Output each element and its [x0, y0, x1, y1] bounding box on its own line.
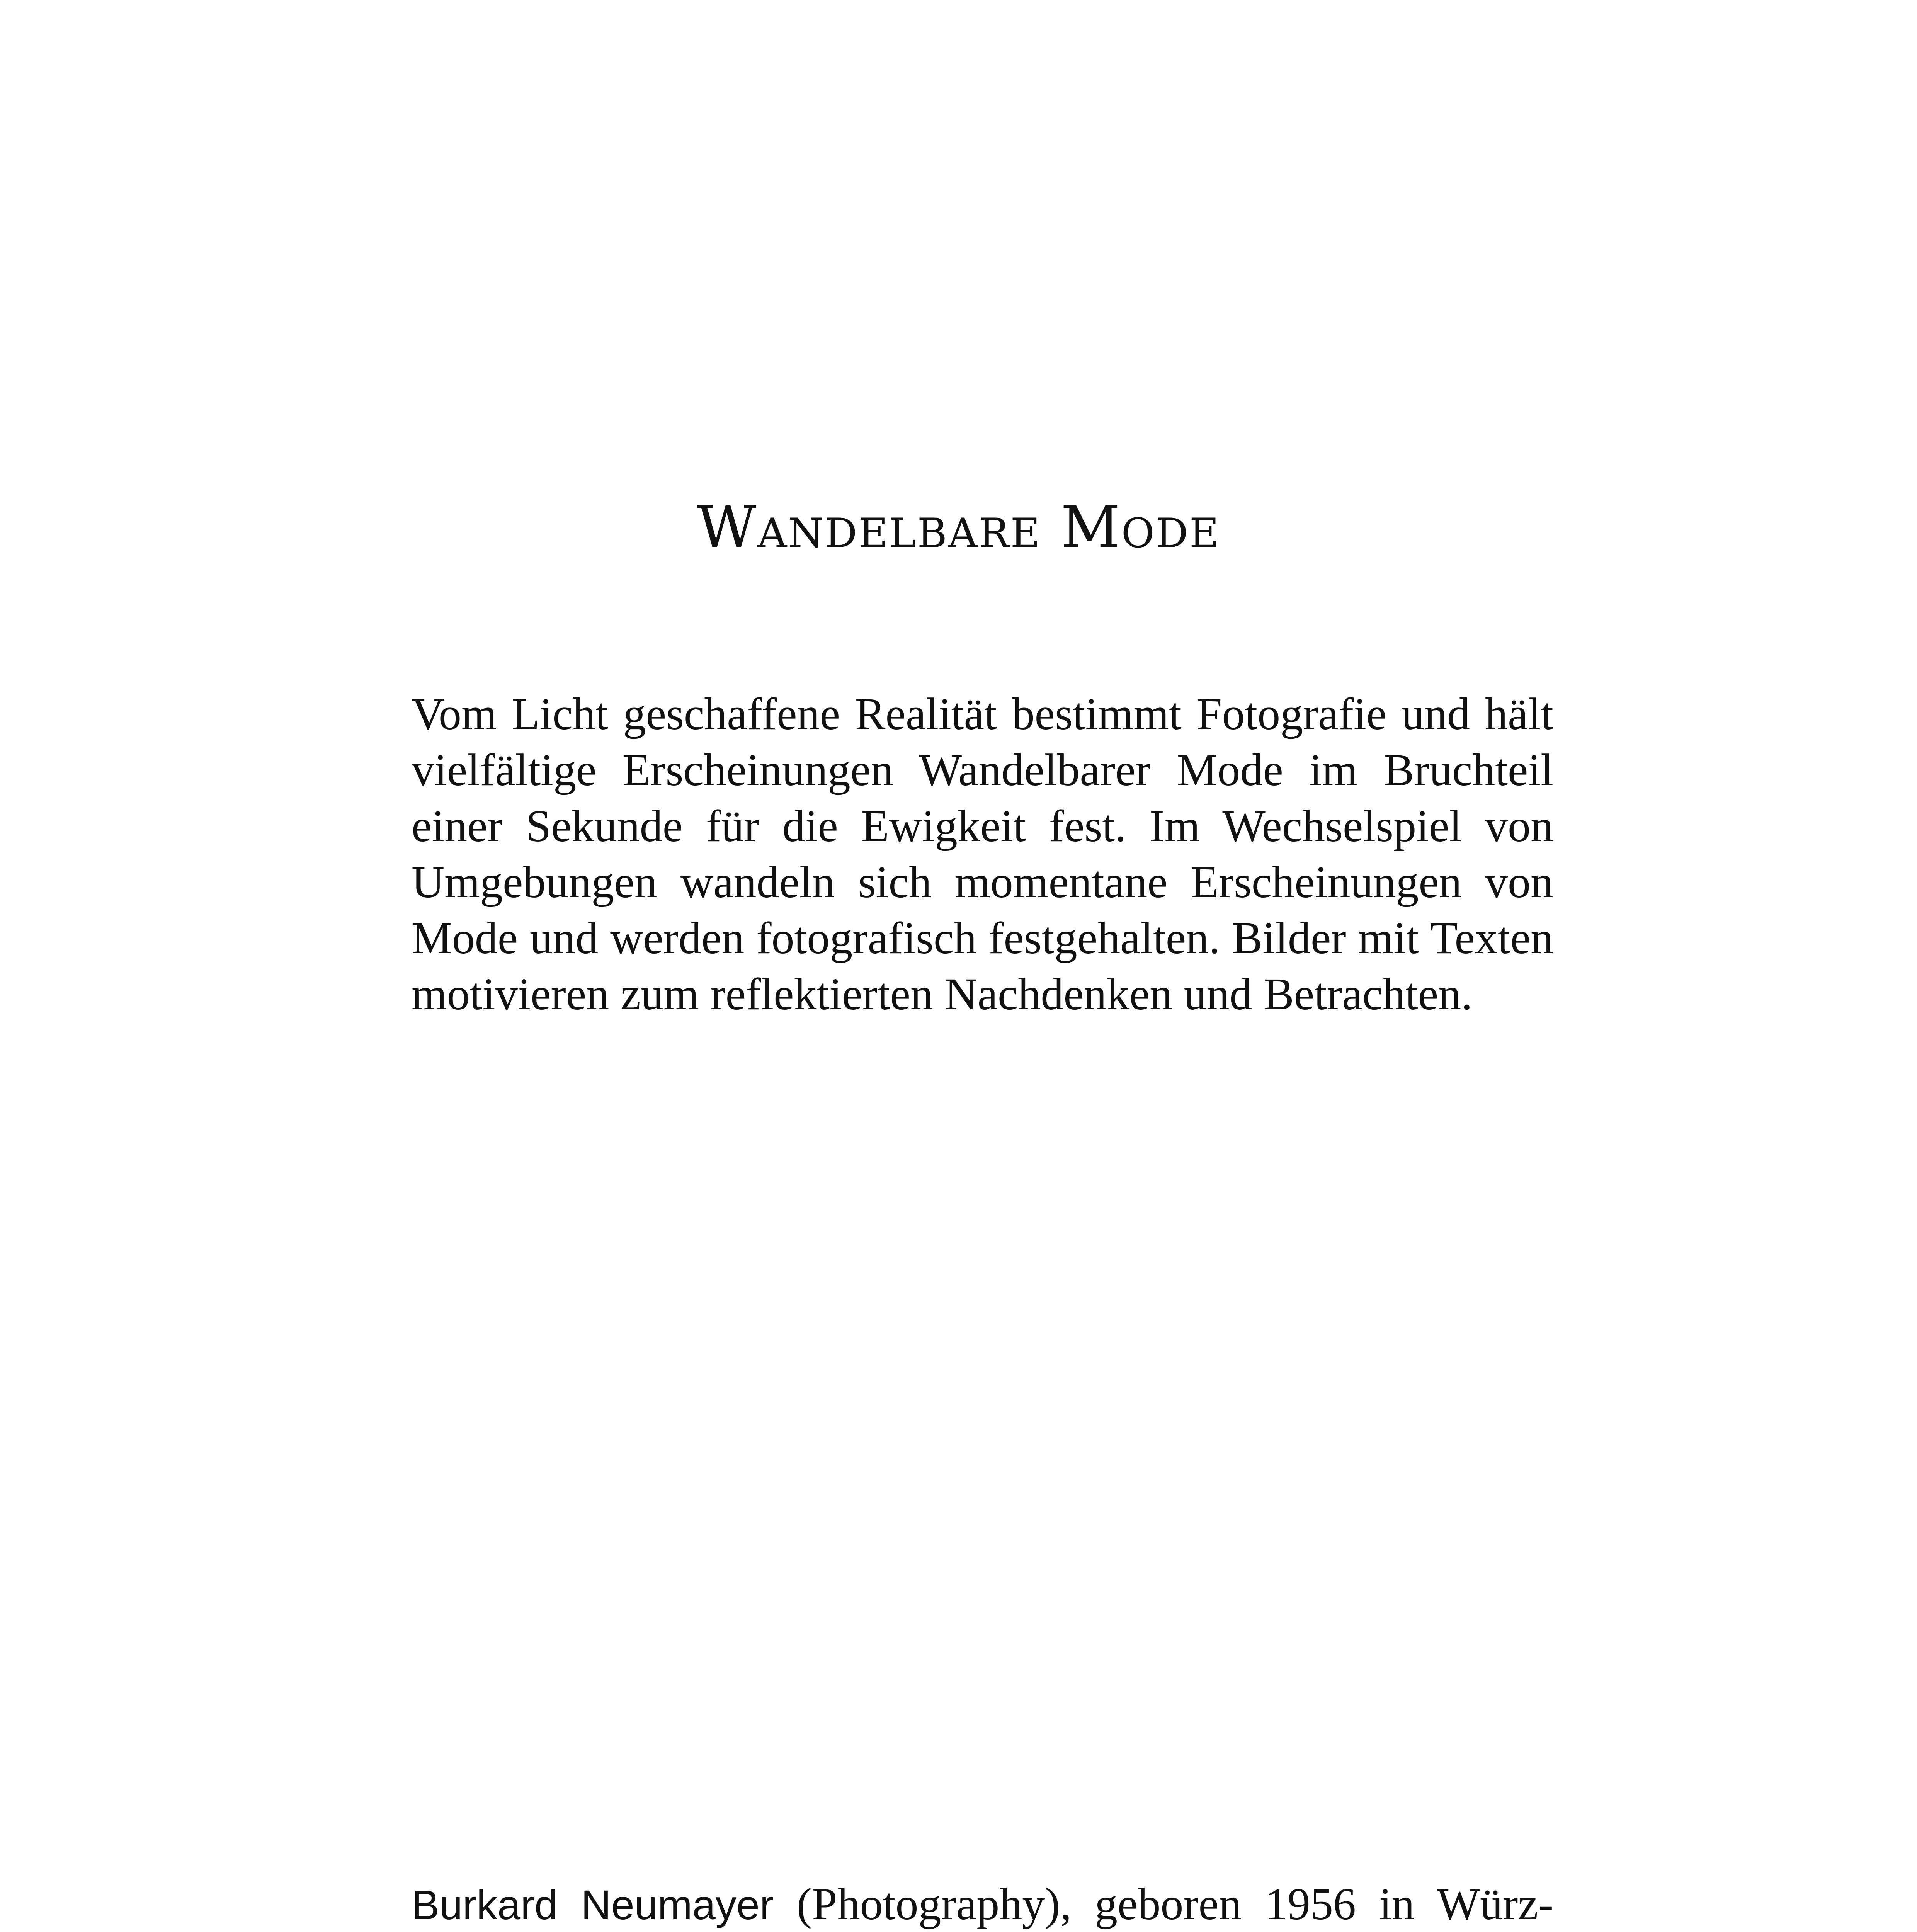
page-title: Wandelbare Mode — [697, 494, 1220, 561]
intro-paragraph: Vom Licht geschaffene Realität bestimmt Fotografie und hält vielfältige Erscheinungen Wandelbarer Mode im Bruchteil einer Sekunde für die Ewigkeit fest. Im Wechselspiel von Umgebungen wandeln sich momentane Erscheinungen von Mode und werden fotografisch festgehalten. Bilder mit Texten motivieren zum reflektierten Nachdenken und Betrachten. — [412, 689, 1553, 1019]
bio-paragraph-photographer — [412, 1876, 1553, 1932]
bio-name-photographer: Burkard Neumayer — [412, 1881, 774, 1928]
bio-text-photographer: (Photography), geboren 1956 in Würz — [796, 1879, 1553, 1929]
